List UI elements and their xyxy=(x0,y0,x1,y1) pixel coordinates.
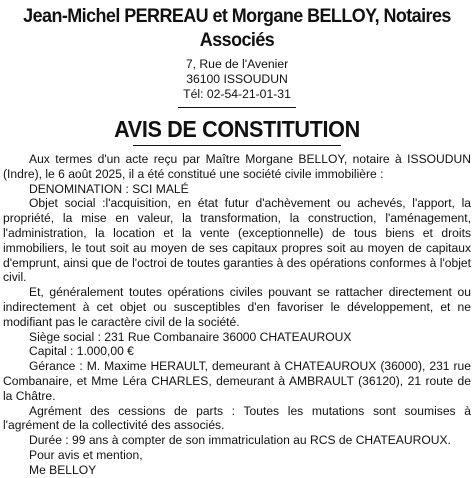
header-divider xyxy=(178,107,296,108)
address-street: 7, Rue de l'Avenier xyxy=(185,57,289,71)
notice-denomination: DENOMINATION : SCI MALÉ xyxy=(29,181,189,196)
notary-firm-title: Jean-Michel PERREAU et Morgane BELLOY, Notaires Associés xyxy=(23,5,451,51)
notice-duration: Durée : 99 ans à compter de son immatriculation au RCS de CHATEAUROUX. xyxy=(29,433,451,448)
notice-capital: Capital : 1.000,00 € xyxy=(29,344,134,359)
notice-intro-paragraph: Aux termes d'un acte reçu par Maître Morgane BELLOY, notaire à ISSOUDUN (Indre), le 6 août 2025, il a été constitué une société civile immobilière : xyxy=(3,152,471,181)
notice-management-paragraph: Gérance : M. Maxime HERAULT, demeurant à CHATEAUROUX (36000), 231 rue Combanaire, et Mme Léra CHARLES, demeurant à AMBRAULT (36120), 21 route de la Châtre. xyxy=(3,359,471,403)
address-city: 36100 ISSOUDUN xyxy=(186,72,288,86)
notice-body xyxy=(3,152,471,478)
notice-closing: Pour avis et mention, xyxy=(29,447,143,462)
notice-registered-office: Siège social : 231 Rue Combanaire 36000 CHATEAUROUX xyxy=(29,329,352,344)
heading-divider xyxy=(133,145,341,146)
notice-heading: AVIS DE CONSTITUTION xyxy=(114,116,360,142)
notice-object-paragraph: Objet social :l'acquisition, en état futur d'achèvement ou achevés, l'apport, la propriété, la mise en valeur, la transformation, la construction, l'aménagement, l'administration, la location et la vente (exceptionnelle) de tous biens et droits immobiliers, le tout soit au moyen de ses capitaux propres soit au moyen de capitaux d'emprunt, ainsi que de l'octroi de toutes garanties à des opérations conformes à l'objet civil. xyxy=(3,196,471,285)
notice-signature: Me BELLOY xyxy=(29,462,97,477)
address-phone: Tél: 02-54-21-01-31 xyxy=(183,87,291,101)
notary-address-block xyxy=(3,57,471,102)
notice-transfer-paragraph: Agrément des cessions de parts : Toutes les mutations sont soumises à l'agrément de la collectivité des associés. xyxy=(3,403,471,433)
notice-general-paragraph: Et, généralement toutes opérations civiles pouvant se rattacher directement ou indirectement à cet objet ou susceptibles d'en favoriser le développement, et ne modifiant pas le caractère civil de la société. xyxy=(3,285,471,329)
